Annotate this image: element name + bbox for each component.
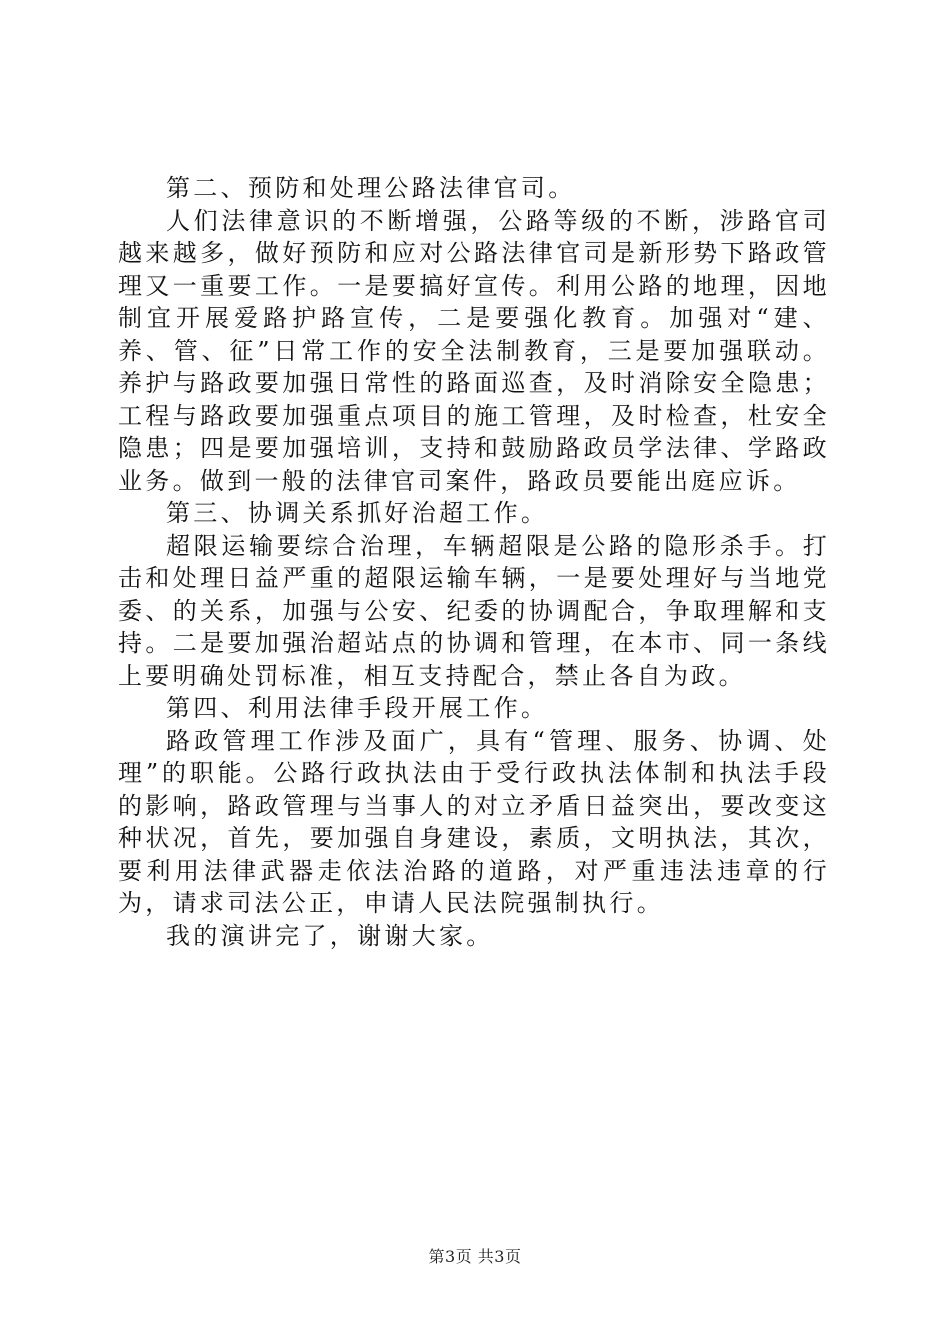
paragraph-overload-control: 超限运输要综合治理，车辆超限是公路的隐形杀手。打击和处理日益严重的超限运输车辆，一是要处理好与当地党委、的关系，加强与公安、纪委的协调配合，争取理解和支持。二是要加强治超站点的协调和管理，在本市、同一条线上要明确处罚标准，相互支持配合，禁止各自为政。 xyxy=(118,531,830,690)
paragraph-closing: 我的演讲完了，谢谢大家。 xyxy=(166,921,494,950)
paragraph-legal-disputes: 人们法律意识的不断增强，公路等级的不断，涉路官司越来越多，做好预防和应对公路法律官司是新形势下路政管理又一重要工作。一是要搞好宣传。利用公路的地理，因地制宜开展爱路护路宣传，二是要强化教育。加强对“建、养、管、征”日常工作的安全法制教育，三是要加强联动。养护与路政要加强日常性的路面巡查，及时消除安全隐患；工程与路政要加强重点项目的施工管理，及时检查，杜安全隐患；四是要加强培训，支持和鼓励路政员学法律、学路政业务。做到一般的法律官司案件，路政员要能出庭应诉。 xyxy=(118,206,830,495)
page-number-footer: 第3页 共3页 xyxy=(428,1247,522,1266)
paragraph-legal-means: 路政管理工作涉及面广，具有“管理、服务、协调、处理”的职能。公路行政执法由于受行政执法体制和执法手段的影响，路政管理与当事人的对立矛盾日益突出，要改变这种状况，首先，要加强自身建设，素质，文明执法，其次，要利用法律武器走依法治路的道路，对严重违法违章的行为，请求司法公正，申请人民法院强制执行。 xyxy=(118,726,830,917)
heading-section-three: 第三、协调关系抓好治超工作。 xyxy=(166,499,549,527)
heading-section-two: 第二、预防和处理公路法律官司。 xyxy=(166,174,576,202)
document-body xyxy=(118,172,830,952)
heading-section-four: 第四、利用法律手段开展工作。 xyxy=(166,694,549,722)
